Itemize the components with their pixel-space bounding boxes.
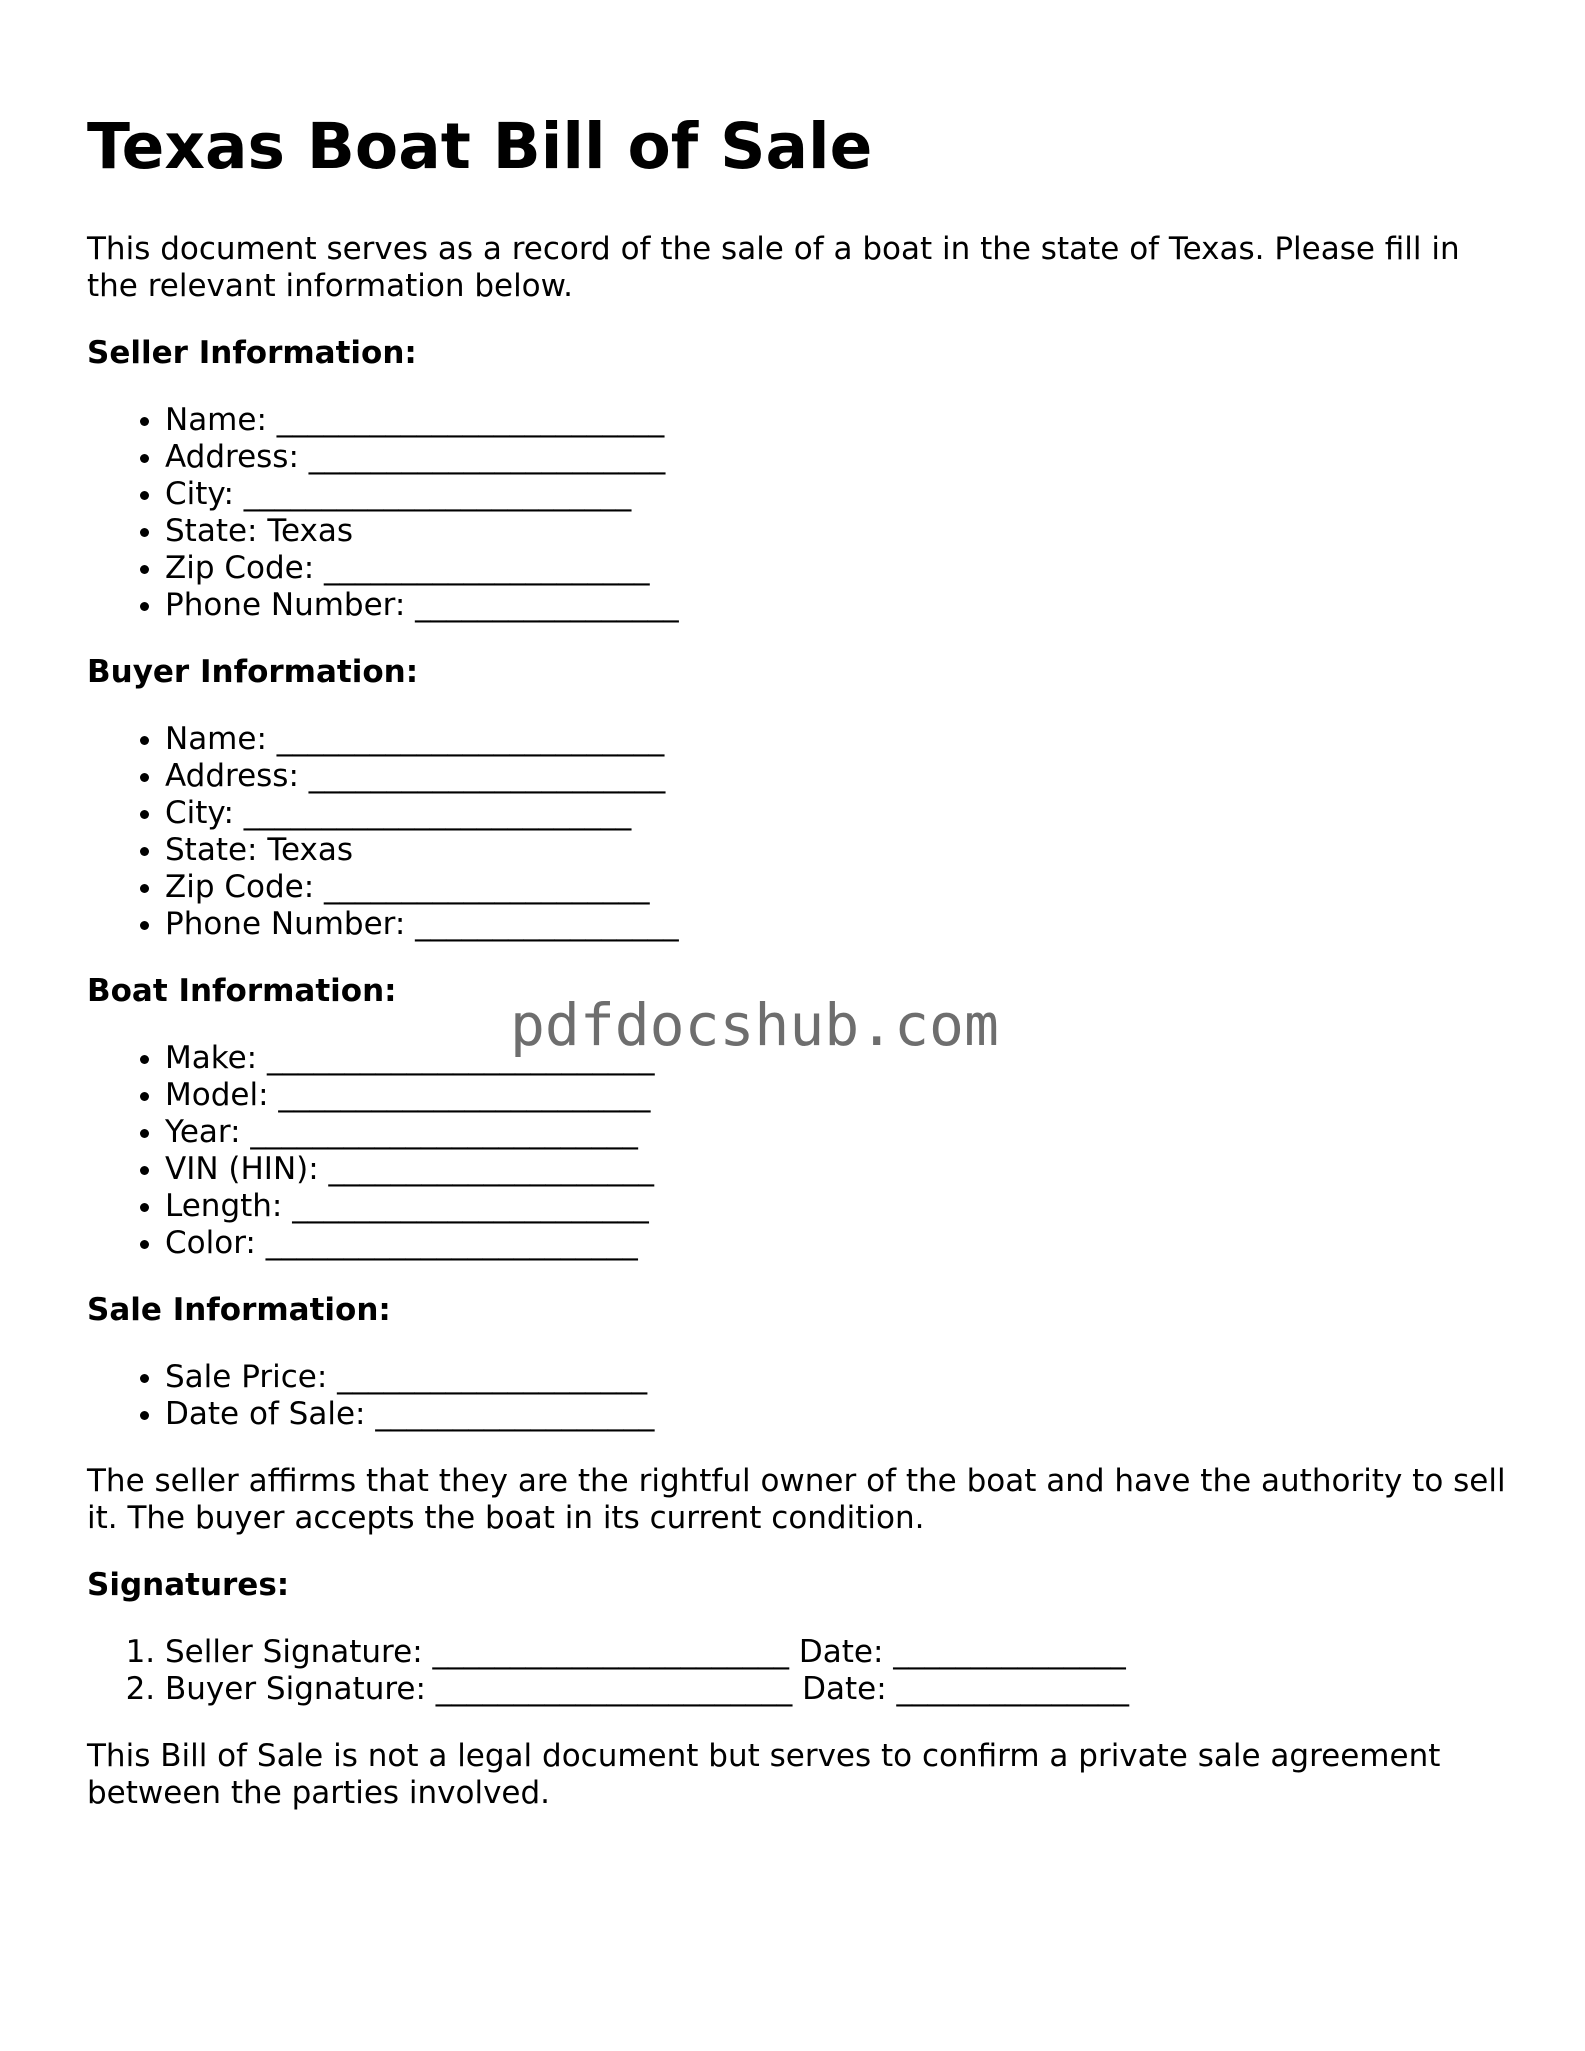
seller-state-field: • State: Texas [165, 513, 1507, 550]
boat-vin-field[interactable]: • VIN (HIN): _____________________ [165, 1151, 1507, 1188]
buyer-name-field[interactable]: • Name: _________________________ [165, 721, 1507, 758]
sale-date-field[interactable]: • Date of Sale: __________________ [165, 1396, 1507, 1433]
signatures-list [87, 1634, 1507, 1708]
seller-name-field[interactable]: • Name: _________________________ [165, 402, 1507, 439]
seller-address-field[interactable]: • Address: _______________________ [165, 439, 1507, 476]
buyer-address-field[interactable]: • Address: _______________________ [165, 758, 1507, 795]
signatures-heading: Signatures: [87, 1567, 290, 1603]
seller-signature-field[interactable]: 1. Seller Signature: _______________________ Date: _______________ [165, 1634, 1507, 1671]
affirmation-paragraph: The seller affirms that they are the rightful owner of the boat and have the authority to sell it. The buyer accepts the boat in its current condition. [87, 1463, 1506, 1536]
intro-paragraph: This document serves as a record of the sale of a boat in the state of Texas. Please fill in the relevant information below. [87, 231, 1460, 304]
boat-length-field[interactable]: • Length: _______________________ [165, 1188, 1507, 1225]
seller-city-field[interactable]: • City: _________________________ [165, 476, 1507, 513]
buyer-list [87, 721, 1507, 943]
buyer-state-field: • State: Texas [165, 832, 1507, 869]
seller-heading: Seller Information: [87, 335, 417, 371]
boat-heading: Boat Information: [87, 973, 397, 1009]
disclaimer-paragraph: This Bill of Sale is not a legal document but serves to confirm a private sale agreement between the parties involved. [87, 1738, 1441, 1811]
boat-list [87, 1040, 1507, 1262]
document-page [87, 108, 1507, 1842]
document-title: Texas Boat Bill of Sale [87, 110, 873, 183]
sale-heading: Sale Information: [87, 1292, 391, 1328]
boat-year-field[interactable]: • Year: _________________________ [165, 1114, 1507, 1151]
boat-model-field[interactable]: • Model: ________________________ [165, 1077, 1507, 1114]
boat-color-field[interactable]: • Color: ________________________ [165, 1225, 1507, 1262]
buyer-phone-field[interactable]: • Phone Number: _________________ [165, 906, 1507, 943]
buyer-city-field[interactable]: • City: _________________________ [165, 795, 1507, 832]
seller-list [87, 402, 1507, 624]
buyer-zip-field[interactable]: • Zip Code: _____________________ [165, 869, 1507, 906]
sale-price-field[interactable]: • Sale Price: ____________________ [165, 1359, 1507, 1396]
seller-zip-field[interactable]: • Zip Code: _____________________ [165, 550, 1507, 587]
seller-phone-field[interactable]: • Phone Number: _________________ [165, 587, 1507, 624]
buyer-heading: Buyer Information: [87, 654, 419, 690]
sale-list [87, 1359, 1507, 1433]
buyer-signature-field[interactable]: 2. Buyer Signature: _______________________ Date: _______________ [165, 1671, 1507, 1708]
watermark-text: pdfdocshub.com [510, 991, 999, 1059]
boat-make-field[interactable]: • Make: _________________________ [165, 1040, 1507, 1077]
